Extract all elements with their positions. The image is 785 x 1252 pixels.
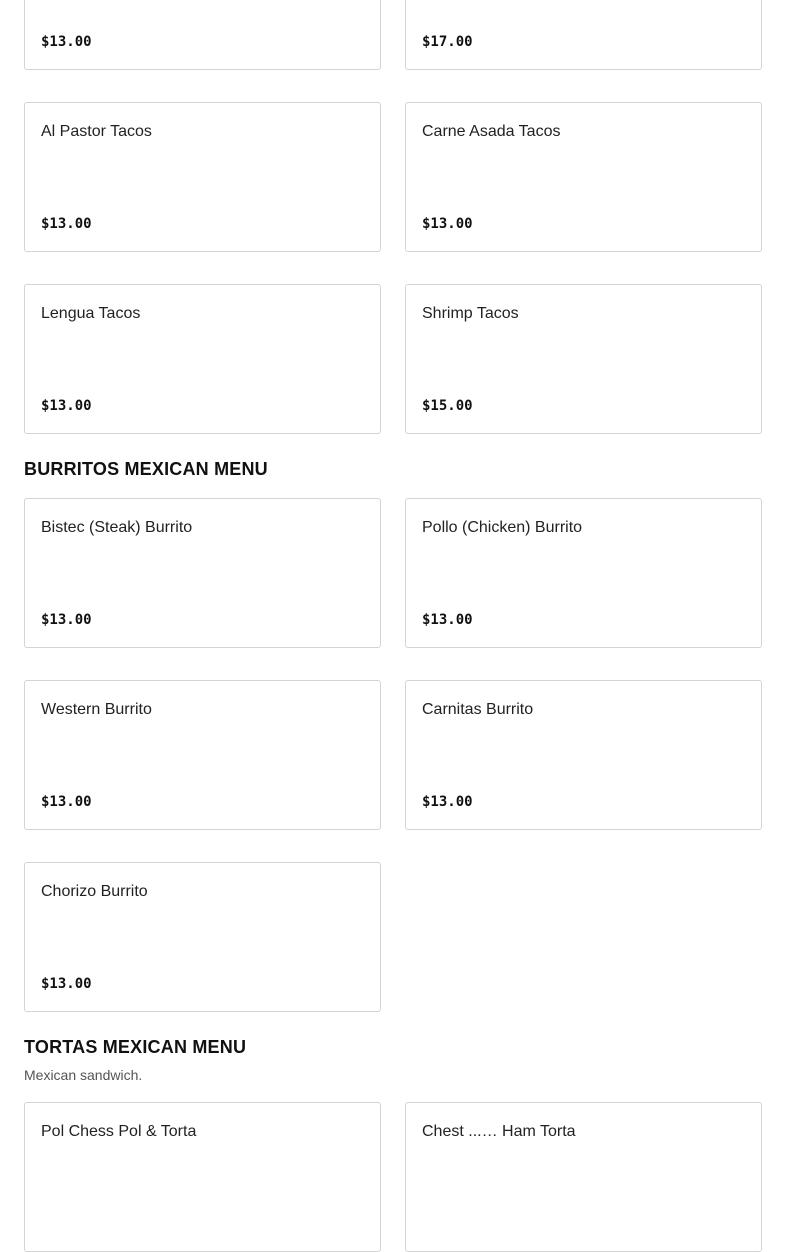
menu-item-price: $13.00 [41, 398, 92, 414]
menu-item-name: Bistec (Steak) Burrito [41, 519, 193, 536]
menu-item-card[interactable] [24, 284, 381, 434]
menu-item-card[interactable] [405, 0, 762, 70]
menu-item-name: Carnitas Burrito [422, 701, 534, 718]
menu-item-price: $13.00 [41, 976, 92, 992]
menu-item-name: Pol Chess Pol & Torta [41, 1123, 197, 1140]
menu-item-price: $13.00 [41, 216, 92, 232]
menu-item-card[interactable] [405, 102, 762, 252]
menu-item-card[interactable] [405, 1102, 762, 1252]
menu-item-name: Chest ...… Ham Torta [422, 1123, 576, 1140]
menu-item-price: $15.00 [422, 398, 473, 414]
menu-item-card[interactable] [24, 862, 381, 1012]
menu-item-card[interactable] [24, 680, 381, 830]
menu-item-card[interactable] [24, 1102, 381, 1252]
menu-item-price: $17.00 [422, 34, 473, 50]
menu-item-name: Carne Asada Tacos [422, 123, 561, 140]
menu-item-price: $13.00 [41, 794, 92, 810]
menu-item-card[interactable] [24, 498, 381, 648]
menu-item-name: Shrimp Tacos [422, 305, 519, 322]
menu-item-name: Lengua Tacos [41, 305, 141, 322]
menu-item-price: $13.00 [422, 794, 473, 810]
section-description-tortas: Mexican sandwich. [24, 1067, 143, 1083]
menu-item-name: Al Pastor Tacos [41, 123, 152, 140]
menu-item-card[interactable] [405, 284, 762, 434]
menu-item-price: $13.00 [41, 612, 92, 628]
menu-item-name: Pollo (Chicken) Burrito [422, 519, 583, 536]
menu-item-name: Chorizo Burrito [41, 883, 148, 900]
menu-item-card[interactable] [405, 680, 762, 830]
menu-item-name: Western Burrito [41, 701, 152, 718]
section-title-tortas: TORTAS MEXICAN MENU [24, 1037, 247, 1057]
menu-item-price: $13.00 [41, 34, 92, 50]
menu-item-price: $13.00 [422, 216, 473, 232]
section-title-burritos: BURRITOS MEXICAN MENU [24, 459, 268, 479]
menu-item-card[interactable] [24, 102, 381, 252]
menu-item-price: $13.00 [422, 612, 473, 628]
menu-item-card[interactable] [405, 498, 762, 648]
menu-item-card[interactable] [24, 0, 381, 70]
